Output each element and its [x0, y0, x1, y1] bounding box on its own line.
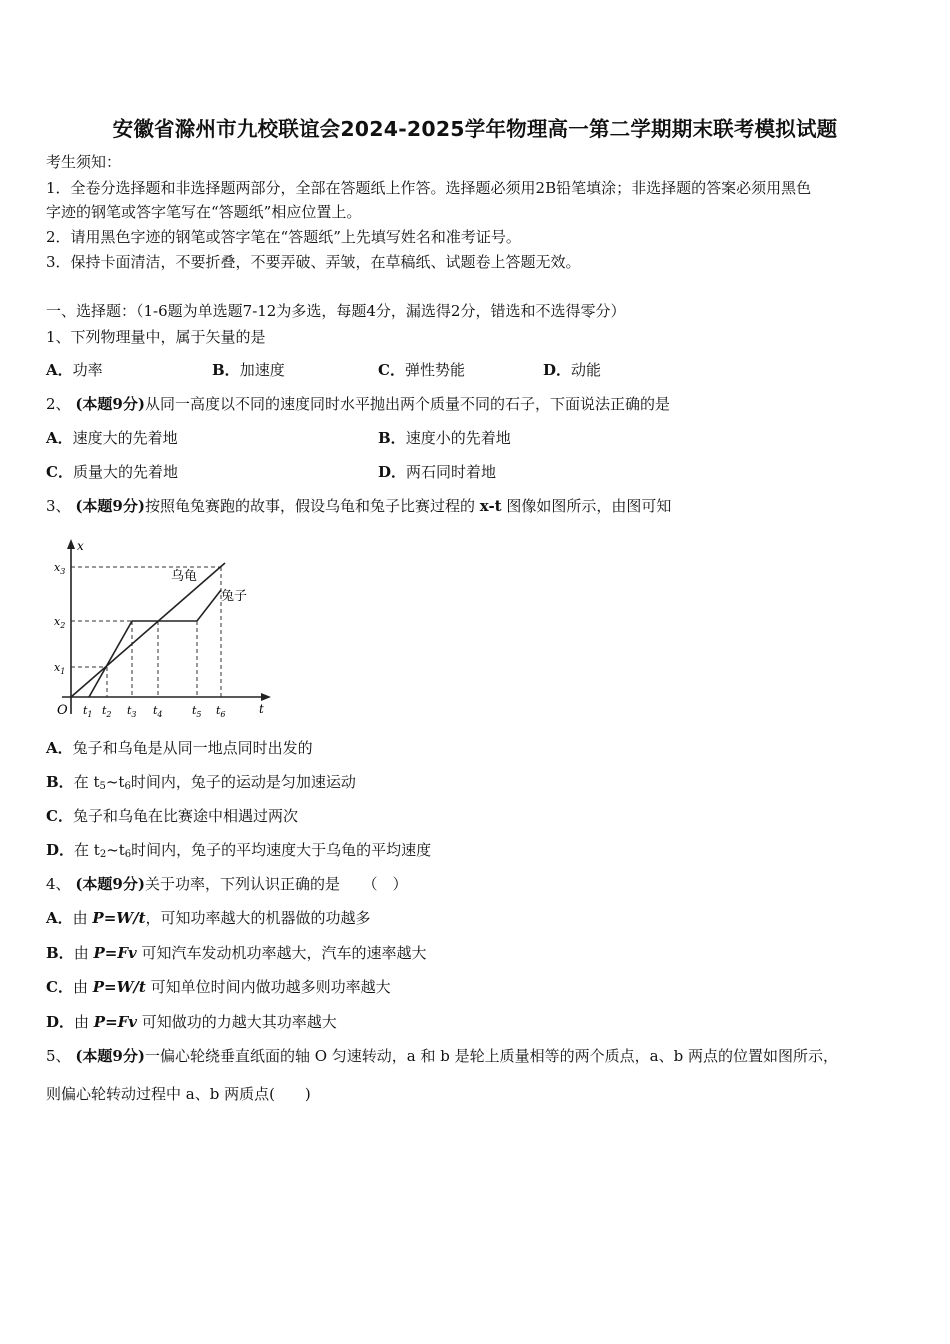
q1-option-d: D．动能	[543, 361, 602, 379]
y-tick-label: $x_3$	[54, 561, 66, 576]
origin-label: O	[57, 703, 68, 718]
x-axis-label: t	[259, 702, 264, 716]
y-tick-label: $x_2$	[54, 615, 66, 630]
x-axis-arrow	[261, 693, 271, 701]
x-tick-label: $t_1$	[83, 704, 93, 719]
question-3-stem: 3、 (本题9分)按照龟兔赛跑的故事，假设乌龟和兔子比赛过程的 x-t 图像如图所示，由图可知	[46, 497, 672, 515]
q3-option-a: A．兔子和乌龟是从同一地点同时出发的	[46, 739, 313, 757]
notice-heading: 考生须知：	[46, 153, 122, 171]
question-4-stem: 4、 (本题9分)关于功率，下列认识正确的是 （ ）	[46, 875, 408, 893]
q4-option-a: A．由 P=W/t，可知功率越大的机器做的功越多	[46, 909, 371, 927]
notice-item: 字迹的钢笔或答字笔写在“答题纸”相应位置上。	[46, 203, 362, 221]
question-5-stem-cont: 则偏心轮转动过程中 a、b 两质点( )	[46, 1085, 311, 1103]
q4-option-c: C．由 P=W/t 可知单位时间内做功越多则功率越大	[46, 978, 391, 996]
notice-item: 2．请用黑色字迹的钢笔或答字笔在“答题纸”上先填写姓名和准考证号。	[46, 228, 521, 246]
notice-item: 1．全卷分选择题和非选择题两部分，全部在答题纸上作答。选择题必须用2B铅笔填涂；非选择题的答案必须用黑色	[46, 179, 812, 197]
x-tick-label: $t_5$	[192, 704, 202, 719]
question-2-stem: 2、 (本题9分)从同一高度以不同的速度同时水平抛出两个质量不同的石子，下面说法正确的是	[46, 395, 670, 413]
q2-option-c: C．质量大的先着地	[46, 463, 178, 481]
x-tick-label: $t_6$	[216, 704, 226, 719]
q3-option-c: C．兔子和乌龟在比赛途中相遇过两次	[46, 807, 298, 825]
y-tick-label: $x_1$	[54, 661, 66, 676]
section-heading: 一、选择题：（1-6题为单选题7-12为多选，每题4分，漏选得2分，错选和不选得零分）	[46, 302, 626, 320]
x-tick-label: $t_2$	[102, 704, 112, 719]
y-axis-arrow	[67, 539, 75, 549]
q1-option-a: A．功率	[46, 361, 103, 379]
q2-option-a: A．速度大的先着地	[46, 429, 178, 447]
q1-option-b: B．加速度	[212, 361, 285, 379]
q4-option-b: B．由 P=Fv 可知汽车发动机功率越大，汽车的速率越大	[46, 944, 427, 962]
tortoise-line	[71, 563, 225, 697]
q3-option-d: D．在 $t_2\sim t_6$时间内，兔子的平均速度大于乌龟的平均速度	[46, 841, 432, 860]
notice-item: 3．保持卡面清洁，不要折叠，不要弄破、弄皱，在草稿纸、试题卷上答题无效。	[46, 253, 581, 271]
q2-option-d: D．两石同时着地	[378, 463, 497, 481]
x-tick-label: $t_3$	[127, 704, 137, 719]
q4-option-d: D．由 P=Fv 可知做功的力越大其功率越大	[46, 1013, 337, 1031]
question-1-stem: 1、下列物理量中，属于矢量的是	[46, 328, 266, 346]
xt-graph	[40, 528, 290, 724]
rabbit-label: 兔子	[221, 589, 248, 604]
page-title: 安徽省滁州市九校联谊会2024-2025学年物理高一第二学期期末联考模拟试题	[112, 117, 838, 141]
q3-option-b: B．在 $t_5\sim t_6$时间内，兔子的运动是匀加速运动	[46, 773, 356, 792]
tortoise-label: 乌龟	[171, 569, 198, 584]
rabbit-line	[89, 590, 221, 697]
y-axis-label: x	[77, 539, 84, 553]
q1-option-c: C．弹性势能	[378, 361, 465, 379]
q2-option-b: B．速度小的先着地	[378, 429, 511, 447]
x-tick-label: $t_4$	[153, 704, 163, 719]
question-5-stem: 5、 (本题9分)一偏心轮绕垂直纸面的轴 O 匀速转动，a 和 b 是轮上质量相等的两个质点，a、b 两点的位置如图所示，	[46, 1047, 838, 1065]
